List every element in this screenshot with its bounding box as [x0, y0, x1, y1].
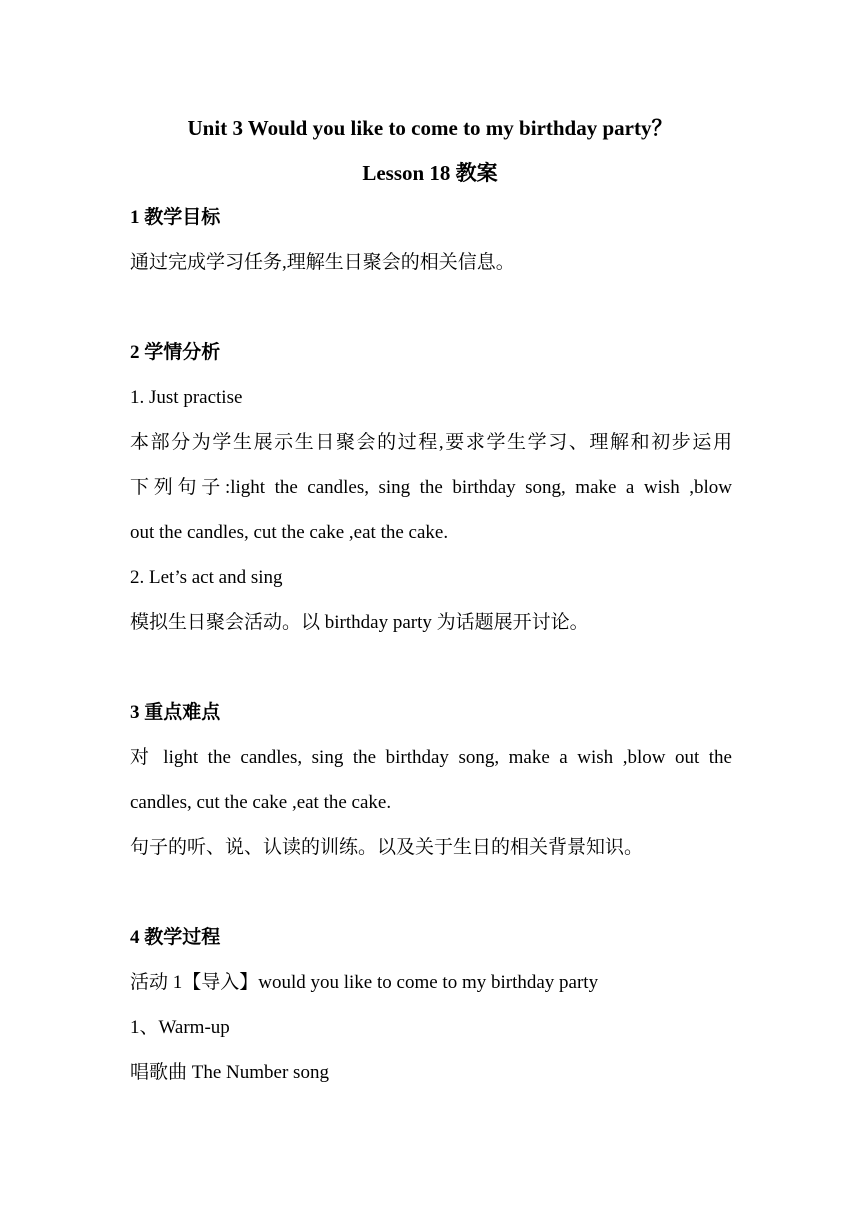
section-heading-objectives: 1 教学目标	[130, 207, 221, 228]
paragraph-line: 1、Warm-up	[130, 1017, 230, 1038]
section-heading-key-points: 3 重点难点	[130, 702, 221, 723]
paragraph-line: 下列句子:light the candles, sing the birthday song, make a wish ,blow	[130, 477, 732, 498]
section-heading-process: 4 教学过程	[130, 927, 221, 948]
paragraph-line: 唱歌曲 The Number song	[130, 1062, 329, 1083]
paragraph-line: 对 light the candles, sing the birthday song, make a wish ,blow out the	[130, 747, 732, 768]
paragraph-line: 2. Let’s act and sing	[130, 567, 283, 588]
document-title: Unit 3 Would you like to come to my birthday party？	[187, 116, 673, 140]
paragraph-line: 句子的听、说、认读的训练。以及关于生日的相关背景知识。	[130, 837, 644, 858]
paragraph-line: 本部分为学生展示生日聚会的过程,要求学生学习、理解和初步运用	[130, 432, 732, 453]
paragraph-line: out the candles, cut the cake ,eat the cake.	[130, 522, 449, 543]
section-heading-analysis: 2 学情分析	[130, 342, 221, 363]
paragraph-line: 1. Just practise	[130, 387, 243, 408]
paragraph-line: candles, cut the cake ,eat the cake.	[130, 792, 392, 813]
paragraph-line: 通过完成学习任务,理解生日聚会的相关信息。	[130, 252, 515, 273]
document-subtitle: Lesson 18 教案	[362, 161, 498, 185]
paragraph-line: 模拟生日聚会活动。以 birthday party 为话题展开讨论。	[130, 612, 589, 633]
paragraph-line: 活动 1【导入】would you like to come to my birthday party	[130, 972, 599, 993]
